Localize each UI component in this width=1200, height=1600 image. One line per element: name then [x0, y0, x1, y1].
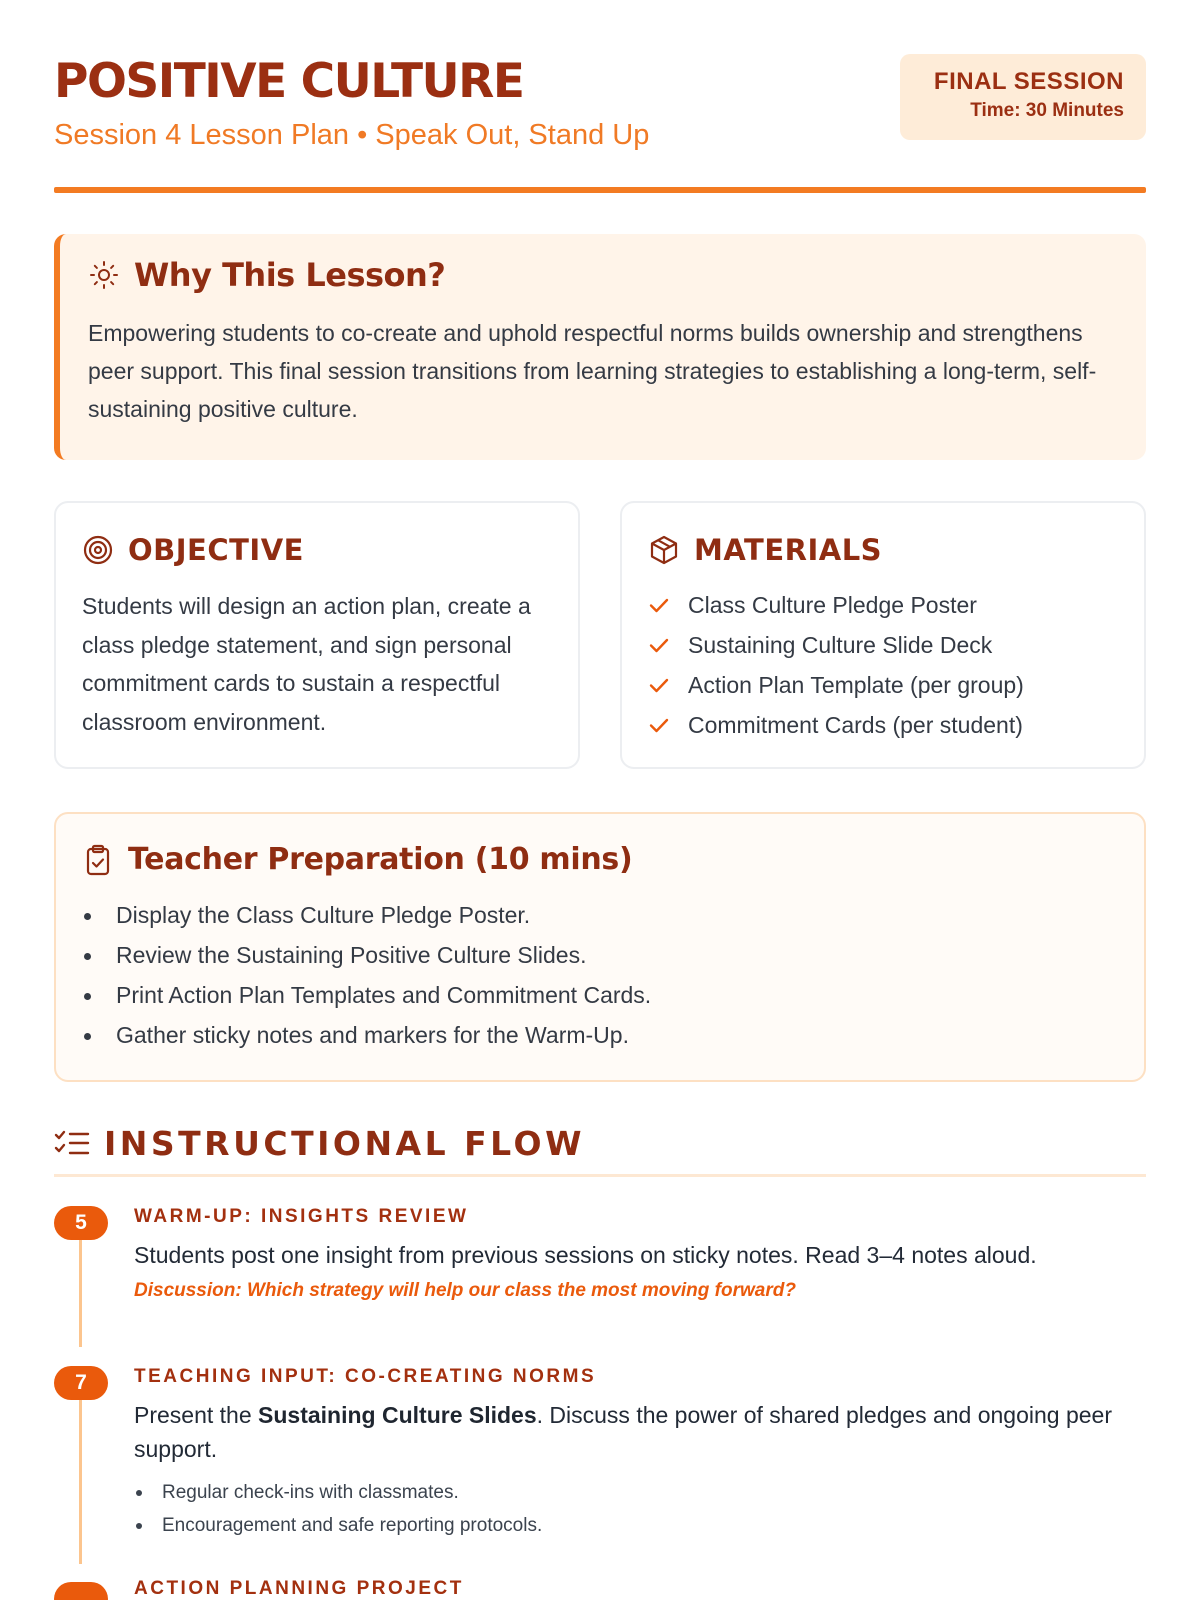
list-item: Gather sticky notes and markers for the Warm-Up.	[82, 1015, 1118, 1055]
list-item: Regular check-ins with classmates.	[134, 1476, 1134, 1509]
target-icon	[82, 534, 114, 566]
teacher-prep-box	[54, 812, 1146, 1082]
list-checks-icon	[54, 1128, 90, 1160]
materials-list	[648, 585, 1118, 745]
why-text: Empowering students to co-create and uphold respectful norms builds ownership and strengthens peer support. This final session transitions from learning strategies to establishing a long-term, self-sustaining positive culture.	[88, 320, 1097, 422]
lesson-plan-page	[54, 0, 1146, 1599]
material-label: Sustaining Culture Slide Deck	[688, 631, 993, 658]
step-description: Students post one insight from previous sessions on sticky notes. Read 3–4 notes aloud.	[134, 1242, 1037, 1268]
timeline-line	[79, 1400, 82, 1564]
why-lesson-box	[54, 234, 1146, 460]
flow-title: INSTRUCTIONAL FLOW	[104, 1124, 585, 1163]
flow-heading	[54, 1124, 585, 1163]
session-badge	[900, 54, 1146, 140]
page-subtitle: Session 4 Lesson Plan • Speak Out, Stand Up	[54, 119, 650, 151]
step-title: WARM-UP: INSIGHTS REVIEW	[134, 1206, 469, 1227]
step-minutes-badge	[54, 1582, 108, 1600]
step-bullets	[134, 1476, 1134, 1542]
material-label: Action Plan Template (per group)	[688, 671, 1024, 698]
desc-text: . Discuss the power of shared pledges and ongoing peer support.	[134, 1402, 1113, 1462]
list-item	[648, 705, 1118, 745]
prep-list	[82, 895, 1118, 1055]
desc-bold-text: Sustaining Culture Slides	[258, 1402, 537, 1428]
objective-card	[54, 501, 580, 769]
list-item: Display the Class Culture Pledge Poster.	[82, 895, 1118, 935]
step-description	[134, 1398, 1134, 1466]
check-icon	[648, 636, 672, 654]
timeline-line	[79, 1240, 82, 1347]
page-title: POSITIVE CULTURE	[54, 54, 524, 109]
list-item: Encouragement and safe reporting protocols.	[134, 1509, 1134, 1542]
materials-card	[620, 501, 1146, 769]
why-title: Why This Lesson?	[134, 256, 446, 294]
list-item: Print Action Plan Templates and Commitment Cards.	[82, 975, 1118, 1015]
list-item: Review the Sustaining Positive Culture Slides.	[82, 935, 1118, 975]
badge-title: FINAL SESSION	[933, 68, 1124, 95]
step-title: TEACHING INPUT: CO-CREATING NORMS	[134, 1366, 597, 1387]
header	[54, 0, 1146, 196]
check-icon	[648, 716, 672, 734]
check-icon	[648, 676, 672, 694]
step-title: ACTION PLANNING PROJECT	[134, 1578, 464, 1599]
header-divider	[54, 187, 1146, 193]
list-item	[648, 625, 1118, 665]
objective-text: Students will design an action plan, create a class pledge statement, and sign personal commitment cards to sustain a respectful classroom environment.	[82, 593, 531, 735]
package-icon	[648, 534, 680, 566]
material-label: Class Culture Pledge Poster	[688, 591, 977, 618]
desc-text: Present the	[134, 1402, 259, 1428]
prep-title: Teacher Preparation (10 mins)	[128, 842, 633, 877]
step-discussion: Discussion: Which strategy will help our class the most moving forward?	[134, 1280, 796, 1301]
flow-divider	[54, 1174, 1146, 1177]
material-label: Commitment Cards (per student)	[688, 711, 1023, 738]
step-minutes-badge: 5	[54, 1206, 108, 1240]
list-item	[648, 665, 1118, 705]
step-minutes-badge: 7	[54, 1366, 108, 1400]
check-icon	[648, 596, 672, 614]
clipboard-check-icon	[82, 844, 114, 876]
objective-title: OBJECTIVE	[128, 533, 304, 567]
materials-title: MATERIALS	[694, 533, 883, 567]
sun-icon	[88, 259, 120, 291]
list-item	[648, 585, 1118, 625]
badge-time: Time: 30 Minutes	[970, 100, 1124, 121]
